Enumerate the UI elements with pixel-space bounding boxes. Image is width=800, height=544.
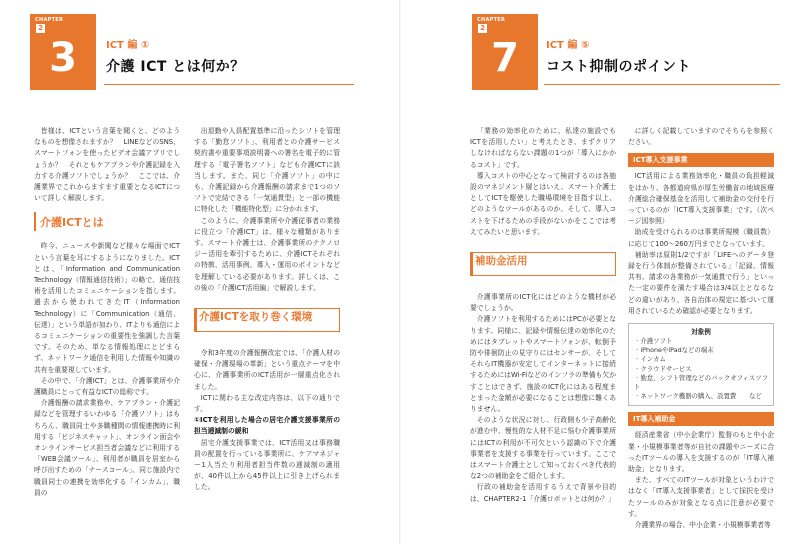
example-item: ・ ネットワーク機器の購入、設置費 など xyxy=(634,392,768,401)
right-column-2 xyxy=(628,126,774,531)
example-item: ・ インカム xyxy=(634,355,768,364)
chapter-label: CHAPTER xyxy=(477,17,506,23)
body-paragraph: に詳しく記載していますのでそちらを参照ください。 xyxy=(628,127,774,147)
body-paragraph: このように、介護事業所や介護従事者の業務に役立つ「介護ICT」は、様々な種類があります。スマート介護士は、介護事業所のテクノロジー活用を牽引するために、介護ICTそれぞれの特徴、活用事例、導入・運用のポイントなどを理解している必要があります。詳しくは、この後の「介護ICT活用編」で解説します。 xyxy=(194,216,340,292)
body-paragraph: 行政の補助金を活用するうえで背景や目的は、CHAPTER2-1「介護ロボットとは何か？」 xyxy=(470,483,616,503)
section-tag: ICT 編 ⑤ xyxy=(546,40,590,51)
chapter-number: 7 xyxy=(491,35,519,81)
body-paragraph: ICT活用による業務効率化・職員の負担軽減をはかり、各都道府県が厚生労働省の地域医療介護総合確保基金を活用して補助金の交付を行っているのが「ICT導入支援事業」です。（次ページ図参照） xyxy=(628,172,774,226)
body-paragraph: 助成を受けられるのは事業所規模（職員数）に応じて100～260万円までとなっています。 xyxy=(628,228,774,248)
intro-paragraph: 皆様は、ICTという言葉を聞くと、どのようなものを想像されますか？ LINEなどのSNS、スマートフォンを使ったビデオ会議アプリでしょうか？ それともケアプランや介護記録を入力する介護ソフトでしょうか？ ここでは、介護業界でこれからますます重要となるICTについて詳しく解説します。 xyxy=(34,127,180,203)
body-paragraph: 令和3年度の介護報酬改定では、「介護人材の確保・介護現場の革新」という重点テーマを中心に、介護事業所のICT活用が一層重点化されました。 xyxy=(194,349,340,391)
subsection-bar: IT導入補助金 xyxy=(628,412,774,426)
section-heading: 補助金活用 xyxy=(475,255,528,268)
chapter-sub-number: 2 xyxy=(478,24,487,33)
body-paragraph: 経済産業省（中小企業庁）監督のもと中小企業・小規模事業者等が自社の課題やニーズに合ったITツールの導入を支援するのが「IT導入補助金」となります。 xyxy=(628,431,774,474)
body-paragraph: 補助率は原則1/2ですが「LIFEへのデータ登録を行う体制が整備されている」「記録、情報共有、請求の各業務が一気通貫で行う」といった一定の要件を満たす場合は3/4以上となるなどの違いがあり、各自治体の規定に基づいて運用されているため確認が必要となります。 xyxy=(628,250,774,315)
page-title: コスト抑制のポイント xyxy=(546,59,691,75)
body-paragraph: 介護ソフトを利用するためにはPCが必要となります。同様に、記録や情報伝達の効率化のためにはタブレットやスマートフォンが、転倒予防や徘徊防止の見守りにはセンサーが、そしてそれらIT機器が安定してインターネットに接続するためにはWi-Fiなどのインフラの準備も欠かすことはできず、施設のICT化にはある程度まとまった金額が必要になることは想像に難くありません。 xyxy=(470,315,616,414)
title-rule xyxy=(104,84,354,85)
chapter-number: 3 xyxy=(49,35,77,81)
example-box xyxy=(628,323,774,406)
body-paragraph: 導入コストの中心となって検討するのは各施設のマネジメント層とはいえ、スマート介護士としてICTを駆使した職場環境を目指す以上、どのようなツールがあるのか、そして、導入コストを下げるための手段がないかをここでは考えてみたいと思います。 xyxy=(470,171,616,236)
chapter-badge xyxy=(472,14,538,90)
body-paragraph: 居宅介護支援事業では、ICT活用又は事務職員の配置を行っている事業所に、ケアマネジャー1人当たり利用者担当件数の逓減制の適用が、40件以上から45件以上に引き上げられました。 xyxy=(194,438,340,492)
body-paragraph: また、すべてのITツールが対象というわけではなく「IT導入支援事業者」として採択を受けたツールのみが対象となる点に注意が必要です。 xyxy=(628,476,774,518)
subsection-heading: ①ICTを利用した場合の居宅介護支援事業所の担当逓減制の緩和 xyxy=(194,416,340,436)
section-heading: 介護ICTとは xyxy=(34,212,180,231)
chapter-sub-number: 2 xyxy=(36,24,45,33)
subsection-bar: ICT導入支援事業 xyxy=(628,153,774,167)
right-column-1 xyxy=(470,126,616,505)
example-item: ・ クラウドサービス xyxy=(634,365,768,374)
section-heading-box xyxy=(194,308,340,334)
intro-paragraph: 「業務の効率化のために、私達の施設でもICTを活用したい」と考えたとき、まずクリアしなければならない課題の1つが「導入にかかるコスト」です。 xyxy=(470,127,616,169)
page-title: 介護 ICT とは何か？ xyxy=(106,59,245,75)
right-page xyxy=(400,0,800,544)
example-item: ・ 介護ソフト xyxy=(634,337,768,346)
example-title: 対象例 xyxy=(691,328,711,337)
example-item: ・ 勤怠、シフト管理などのバックオフィスソフト xyxy=(634,374,768,392)
body-paragraph: 介護報酬の請求業務や、ケアプラン・介護記録などを管理するいわゆる「介護ソフト」はもちろん、職員同士や多職種間の情報連携時に利用する「ビジネスチャット」、オンライン面会やオンラインサービス担当者会議などに利用する「WEB会議ツール」、利用者が職員を居室から呼び出すための「ナースコール」、同じ施設内で職員同士の連携を効率化する「インカム」、職員の xyxy=(34,399,180,497)
example-item: ・ iPhoneやiPadなどの端末 xyxy=(634,346,768,355)
body-paragraph: 昨今、ニュースや新聞など様々な場面でICTという言葉を耳にするようになりました。ICTとは、「Information and Communication Technology（情報通信技術）」の略で、通信技術を活用したコミュニケーションを指します。過去から使われてきたIT（Information Technology）に「Communication（通信、伝達）」という単語が加わり、ITよりも通信によるコミュニケーションの重要性を強調した言葉です。そのため、単なる情報処理にとどまらず、ネットワーク通信を利用した情報や知識の共有を重要視しています。 xyxy=(34,242,180,374)
body-paragraph: ICTに関わる主な改定内容は、以下の通りです。 xyxy=(194,393,340,414)
section-tag: ICT 編 ① xyxy=(106,40,150,51)
left-column-1 xyxy=(34,126,180,499)
left-column-2 xyxy=(194,126,340,494)
section-heading-box xyxy=(470,252,616,278)
body-paragraph: 介護事業所のICT化にはどのような機材が必要でしょうか。 xyxy=(470,293,616,313)
body-paragraph: 介護業界の場合、中小企業・小規模事業者等 xyxy=(634,521,771,530)
body-paragraph: その中で、「介護ICT」とは、介護事業所や介護職員にとって有益なICTの総称です。 xyxy=(34,376,180,397)
section-heading: 介護ICTを取り巻く環境 xyxy=(199,311,313,324)
title-rule xyxy=(544,84,780,85)
chapter-badge xyxy=(30,14,96,90)
chapter-label: CHAPTER xyxy=(35,17,64,23)
body-paragraph: 出退勤や人員配置基準に沿ったシフトを管理する「勤怠ソフト」、利用者との介護サービス契約書や重要事項説明書への署名を電子的に管理する「電子署名ソフト」なども介護ICTに該当します。また、同じ「介護ソフト」の中にも、介護記録から介護報酬の請求まで1つのソフトで完結できる「一気通貫型」と一部の機能に特化した「機能特化型」に分かれます。 xyxy=(194,127,340,214)
body-paragraph: そのような状況に対し、行政側も少子高齢化が進む中、慢性的な人材不足に悩む介護事業所にはICTの利用が不可欠という認識の下で介護事業者を支援する事業を行っています。ここではスマート介護士として知っておくべき代表的な2つの補助金をご紹介します。 xyxy=(470,416,616,481)
